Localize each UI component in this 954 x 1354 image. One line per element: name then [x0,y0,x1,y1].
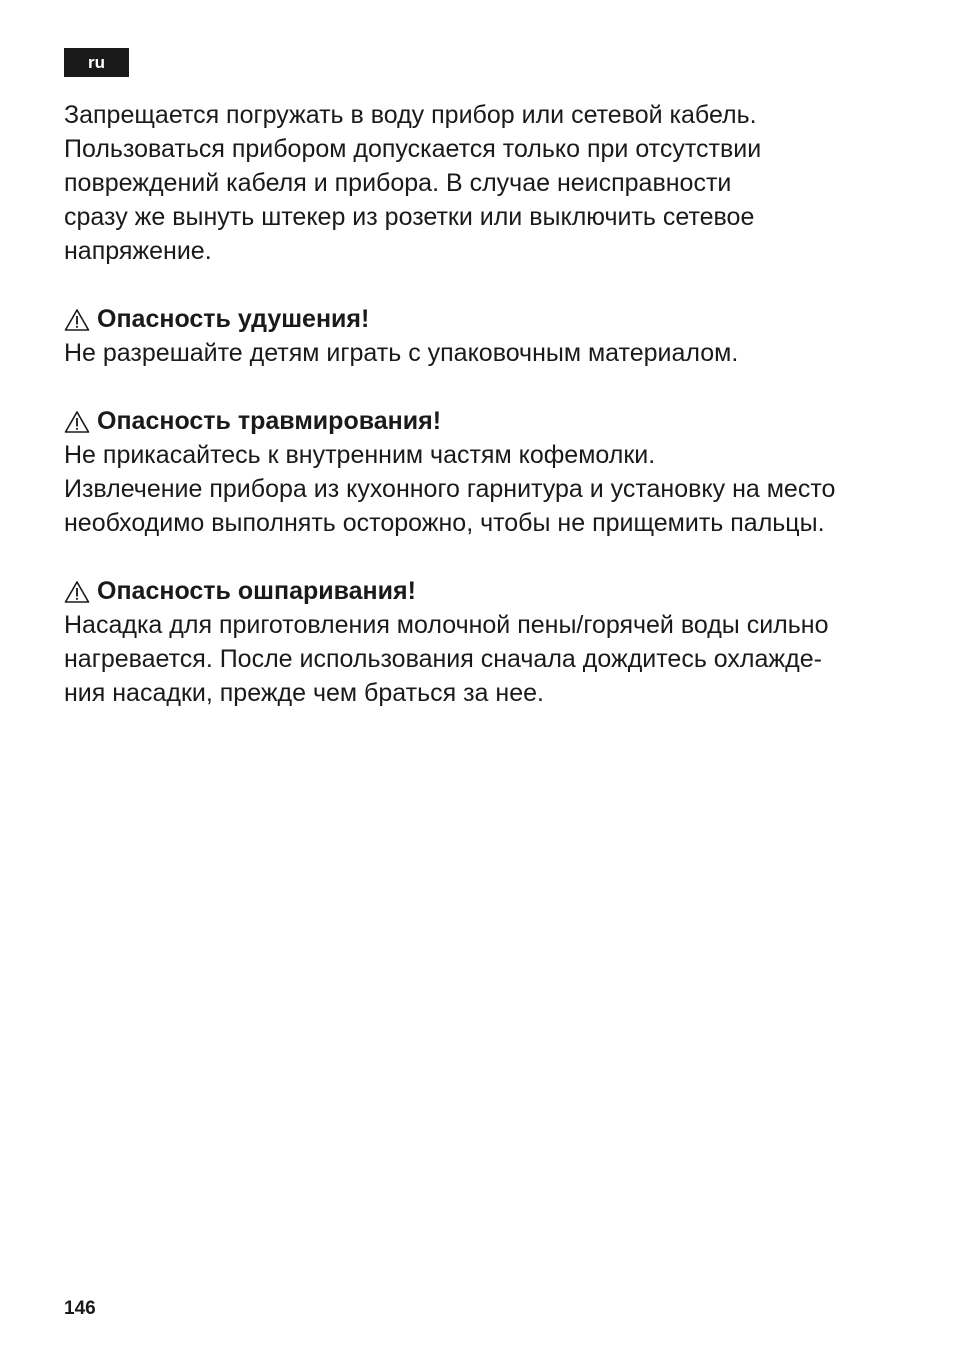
text-line: повреждений кабеля и прибора. В случае неисправности [64,169,732,197]
text-line: Запрещается погружать в воду прибор или сетевой кабель. [64,101,757,129]
warning-title: Опасность травмирования! [97,407,442,435]
text-line: нагревается. После использования сначала дождитесь охлажде- [64,645,822,673]
page-number: 146 [64,1298,96,1319]
text-line: ния насадки, прежде чем браться за нее. [64,679,544,707]
warning-injury [64,404,904,540]
text-line: Не прикасайтесь к внутренним частям кофемолки. [64,441,656,469]
text-line: Извлечение прибора из кухонного гарнитура и установку на место [64,475,836,503]
document-body [64,98,904,710]
warning-heading [64,302,904,336]
warning-suffocation [64,302,904,370]
text-line: напряжение. [64,237,212,265]
text-line: сразу же вынуть штекер из розетки или выключить сетевое [64,203,755,231]
language-badge: ru [64,48,129,77]
warning-triangle-icon [64,580,90,604]
text-line: необходимо выполнять осторожно, чтобы не прищемить пальцы. [64,509,825,537]
warning-scalding [64,574,904,710]
warning-title: Опасность удушения! [97,305,370,333]
warning-triangle-icon [64,308,90,332]
warning-triangle-icon [64,410,90,434]
warning-heading [64,574,904,608]
intro-paragraph [64,98,904,268]
warning-heading [64,404,904,438]
warning-title: Опасность ошпаривания! [97,577,416,605]
text-line: Насадка для приготовления молочной пены/горячей воды сильно [64,611,829,639]
text-line: Не разрешайте детям играть с упаковочным материалом. [64,339,739,367]
text-line: Пользоваться прибором допускается только при отсутствии [64,135,762,163]
